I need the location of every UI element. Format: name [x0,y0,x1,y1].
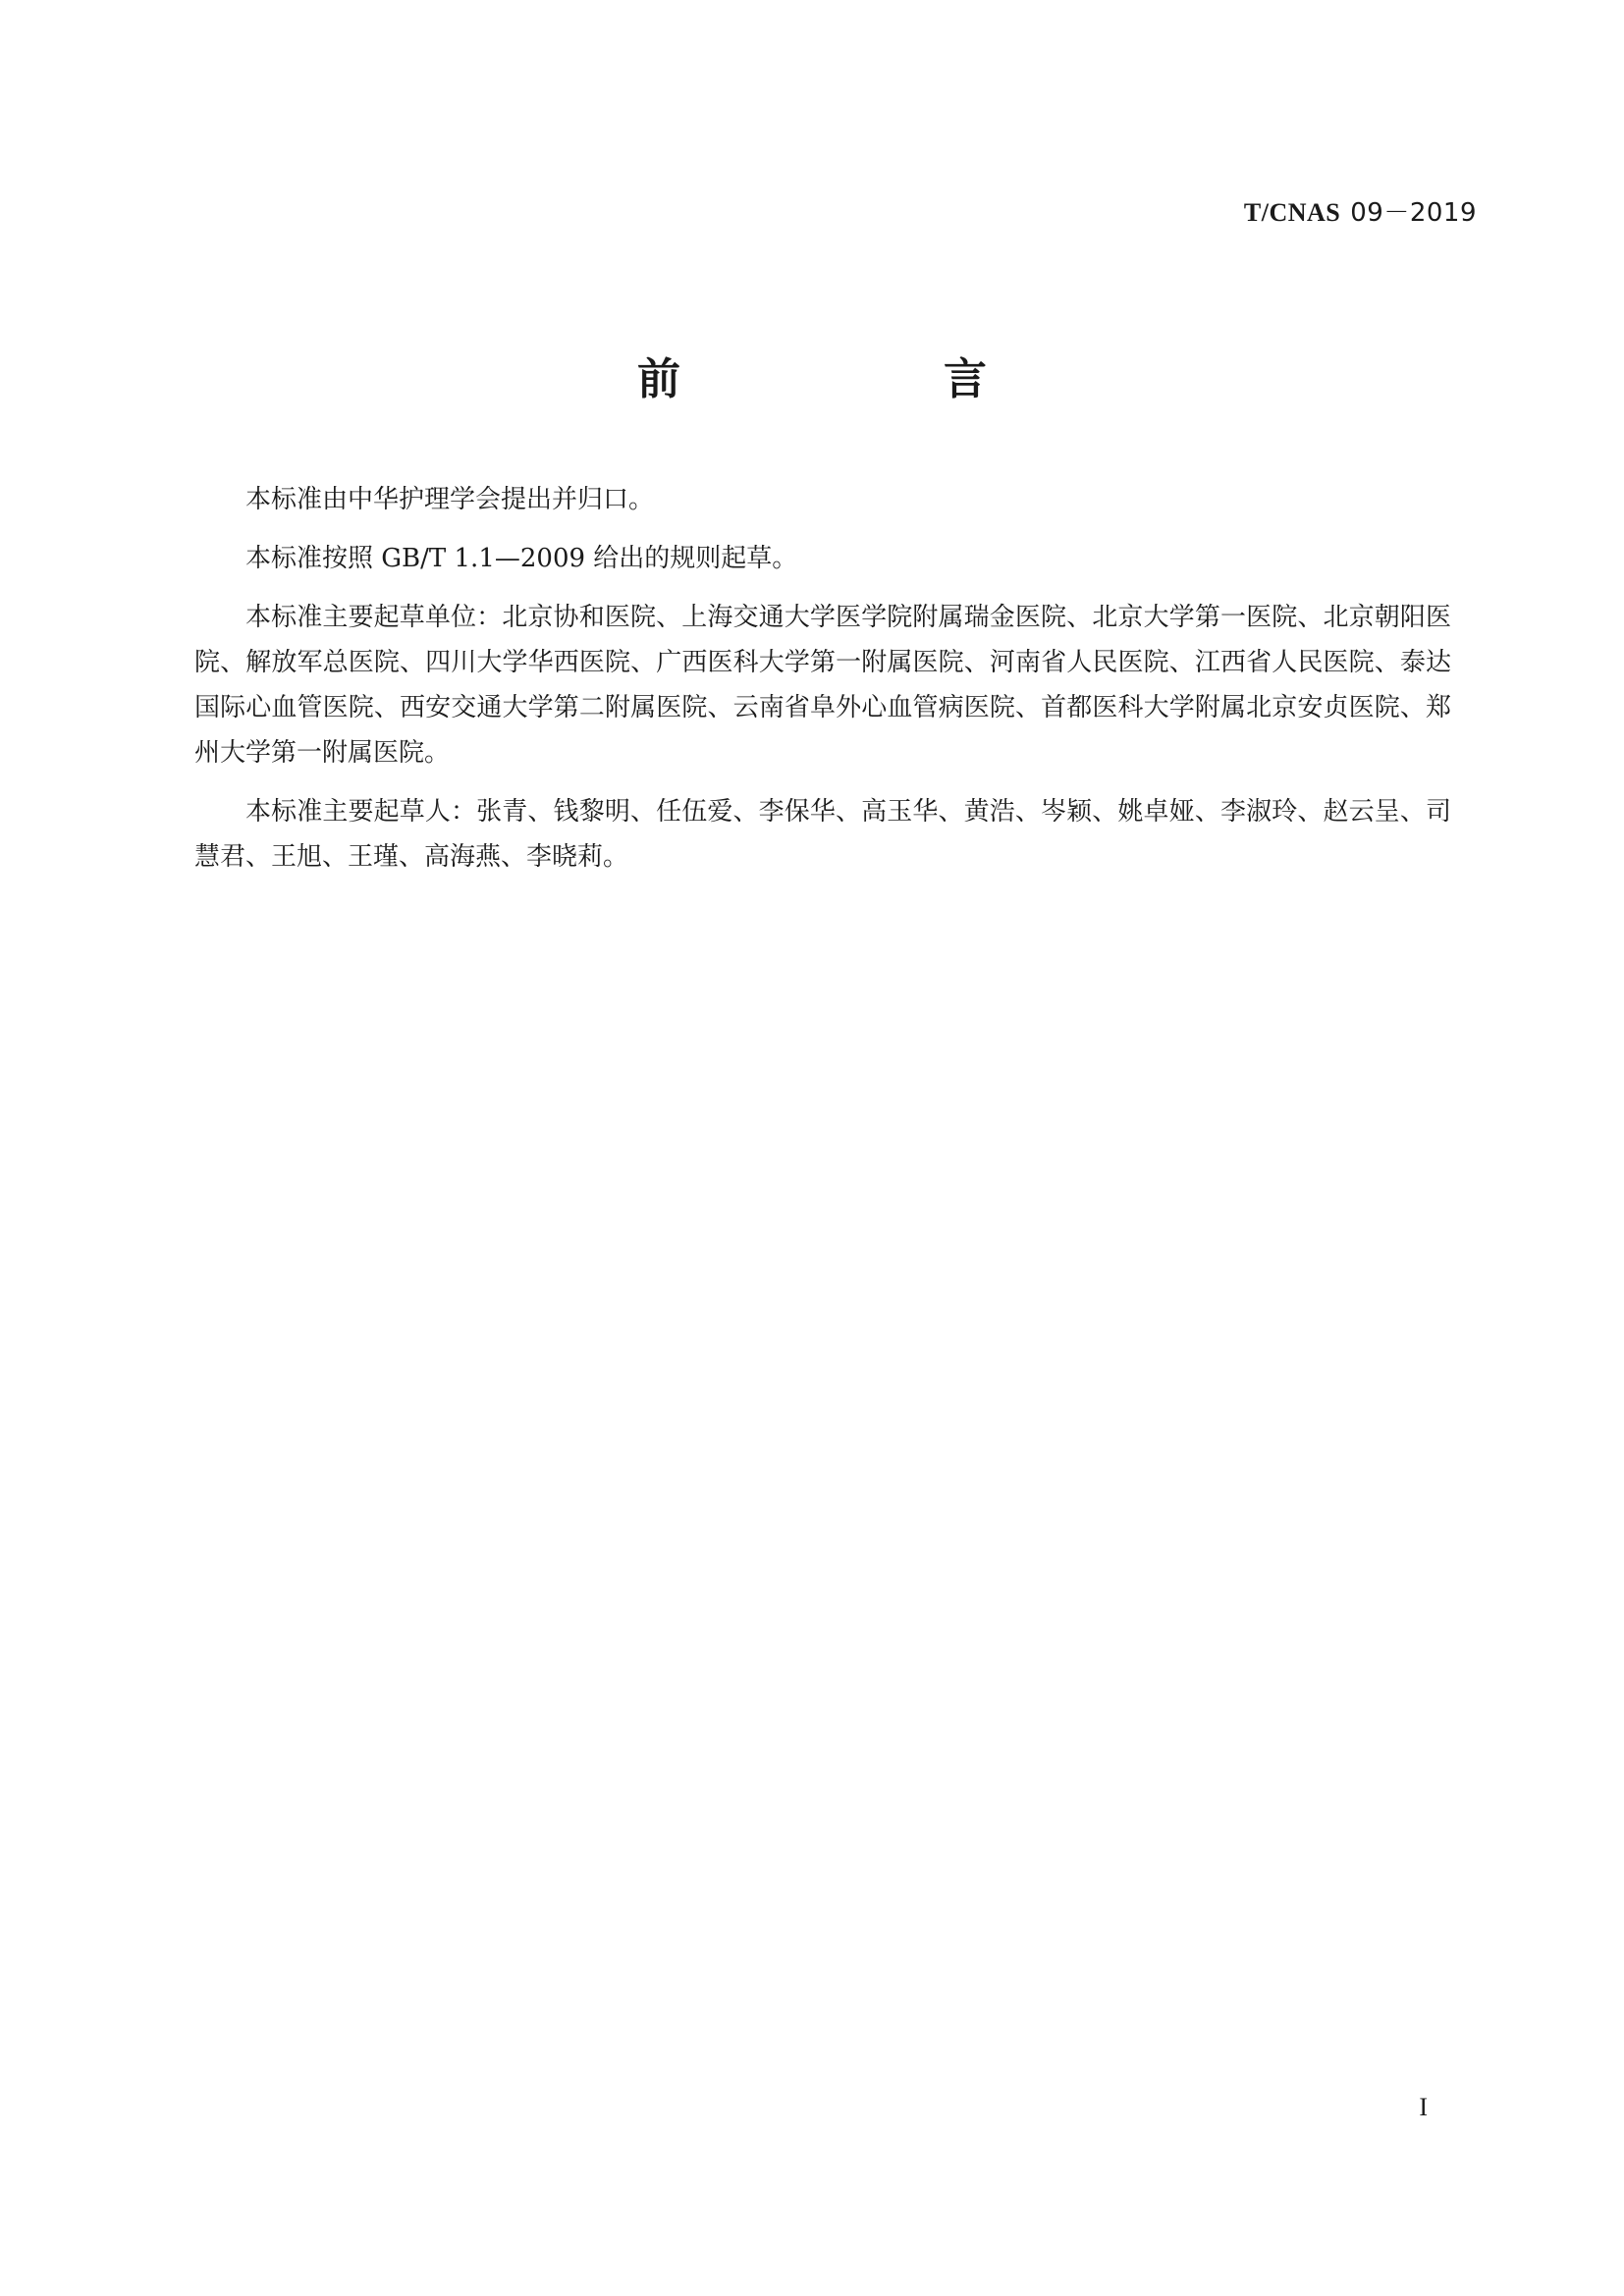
standard-code [1244,192,1477,229]
paragraph-proposer: 本标准由中华护理学会提出并归口。 [245,485,655,514]
foreword-body [194,477,1451,893]
standard-code-prefix: T/CNAS [1243,198,1341,227]
standard-code-number: 09－2019 [1350,198,1477,228]
paragraph-drafting-rules: 本标准按照 GB/T 1.1—2009 给出的规则起草。 [245,544,798,573]
page-title: 前 言 [637,354,1046,404]
paragraph-drafting-units: 本标准主要起草单位：北京协和医院、上海交通大学医学院附属瑞金医院、北京大学第一医院、北京朝阳医院、解放军总医院、四川大学华西医院、广西医科大学第一附属医院、河南省人民医院、江西省人民医院、泰达国际心血管医院、西安交通大学第二附属医院、云南省阜外心血管病医院、首都医科大学附属北京安贞医院、郑州大学第一附属医院。 [194,603,1451,768]
paragraph-drafters: 本标准主要起草人：张青、钱黎明、任伍爱、李保华、高玉华、黄浩、岑颖、姚卓娅、李淑玲、赵云呈、司慧君、王旭、王瑾、高海燕、李晓莉。 [194,797,1451,872]
page-number: I [1419,2093,1428,2121]
